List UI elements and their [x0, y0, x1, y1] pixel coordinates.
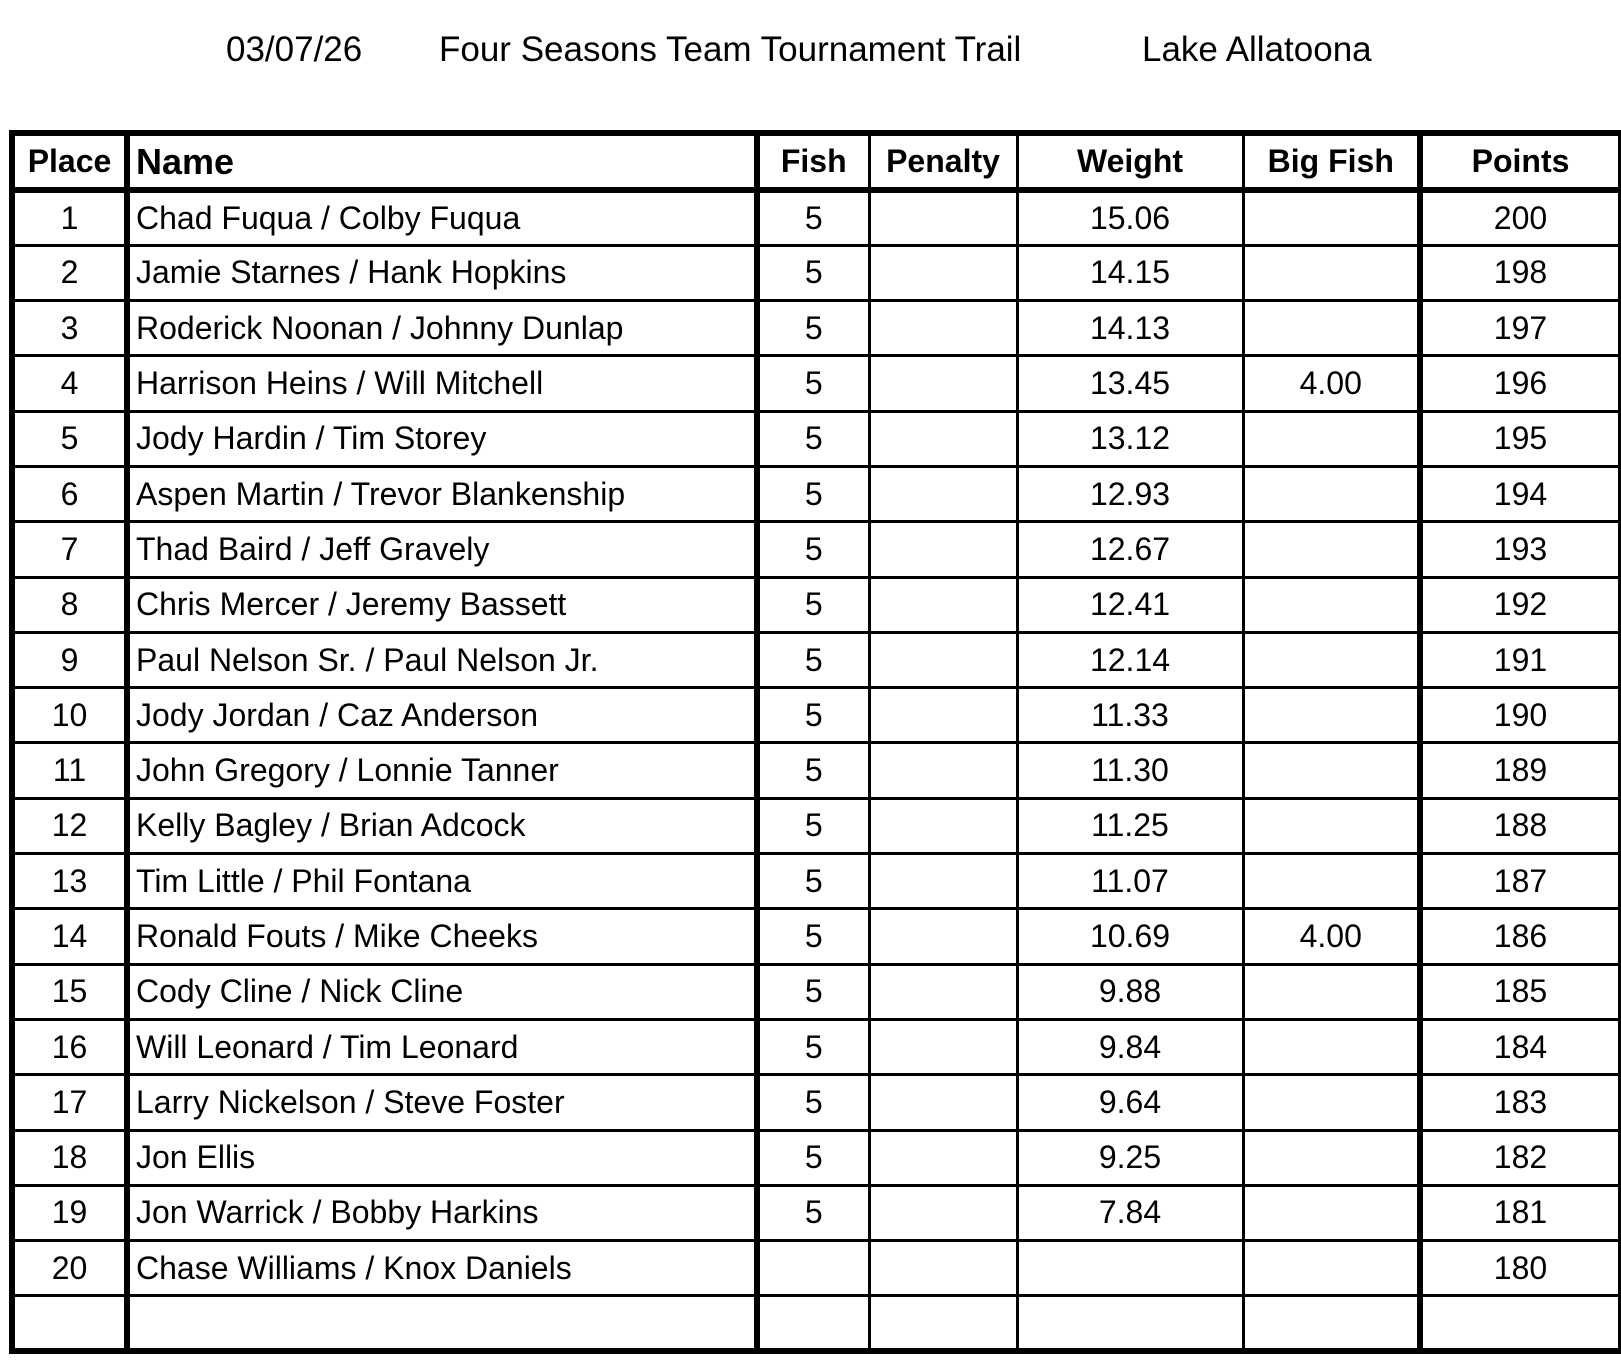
cell-penalty — [869, 798, 1017, 853]
cell-big-fish — [1243, 688, 1420, 743]
cell-weight: 12.41 — [1017, 577, 1243, 632]
cell-place: 1 — [12, 190, 127, 245]
results-table — [9, 130, 1621, 1354]
cell-name: Cody Cline / Nick Cline — [127, 964, 757, 1019]
cell-big-fish — [1243, 632, 1420, 687]
cell-weight: 9.88 — [1017, 964, 1243, 1019]
cell-weight: 9.84 — [1017, 1019, 1243, 1074]
cell-penalty — [869, 190, 1017, 245]
table-row — [12, 743, 1621, 798]
cell-fish: 5 — [757, 466, 869, 521]
cell-name: Chase Williams / Knox Daniels — [127, 1241, 757, 1296]
cell-points: 191 — [1420, 632, 1621, 687]
cell-penalty — [869, 577, 1017, 632]
cell-penalty — [869, 632, 1017, 687]
cell-name: Jody Hardin / Tim Storey — [127, 411, 757, 466]
cell-place: 15 — [12, 964, 127, 1019]
column-header-weight: Weight — [1017, 133, 1243, 190]
cell-weight: 11.33 — [1017, 688, 1243, 743]
cell-fish: 5 — [757, 1130, 869, 1185]
cell-place: 13 — [12, 854, 127, 909]
cell-penalty — [869, 356, 1017, 411]
cell-name: Aspen Martin / Trevor Blankenship — [127, 466, 757, 521]
cell-fish: 5 — [757, 411, 869, 466]
cell-weight: 11.30 — [1017, 743, 1243, 798]
table-row — [12, 466, 1621, 521]
cell-place: 5 — [12, 411, 127, 466]
cell-name: Chris Mercer / Jeremy Bassett — [127, 577, 757, 632]
cell-fish — [757, 1296, 869, 1351]
table-row — [12, 1296, 1621, 1351]
cell-name — [127, 1296, 757, 1351]
table-row — [12, 909, 1621, 964]
cell-big-fish: 4.00 — [1243, 909, 1420, 964]
cell-place: 17 — [12, 1075, 127, 1130]
cell-weight — [1017, 1296, 1243, 1351]
cell-weight: 13.12 — [1017, 411, 1243, 466]
table-row — [12, 190, 1621, 245]
cell-points: 198 — [1420, 245, 1621, 300]
cell-big-fish: 4.00 — [1243, 356, 1420, 411]
column-header-big-fish: Big Fish — [1243, 133, 1420, 190]
table-row — [12, 245, 1621, 300]
cell-place — [12, 1296, 127, 1351]
table-row — [12, 301, 1621, 356]
cell-big-fish — [1243, 466, 1420, 521]
cell-penalty — [869, 688, 1017, 743]
cell-place: 11 — [12, 743, 127, 798]
cell-big-fish — [1243, 1130, 1420, 1185]
cell-fish: 5 — [757, 190, 869, 245]
cell-weight: 7.84 — [1017, 1185, 1243, 1240]
cell-fish: 5 — [757, 577, 869, 632]
cell-place: 9 — [12, 632, 127, 687]
cell-name: Thad Baird / Jeff Gravely — [127, 522, 757, 577]
cell-points: 182 — [1420, 1130, 1621, 1185]
cell-big-fish — [1243, 301, 1420, 356]
cell-weight: 14.13 — [1017, 301, 1243, 356]
cell-place: 3 — [12, 301, 127, 356]
cell-weight: 9.64 — [1017, 1075, 1243, 1130]
cell-fish: 5 — [757, 1075, 869, 1130]
cell-penalty — [869, 1296, 1017, 1351]
column-header-name: Name — [127, 133, 757, 190]
cell-points — [1420, 1296, 1621, 1351]
cell-fish: 5 — [757, 522, 869, 577]
cell-weight: 12.67 — [1017, 522, 1243, 577]
cell-weight: 9.25 — [1017, 1130, 1243, 1185]
cell-name: Harrison Heins / Will Mitchell — [127, 356, 757, 411]
cell-fish: 5 — [757, 854, 869, 909]
column-header-place: Place — [12, 133, 127, 190]
cell-fish: 5 — [757, 356, 869, 411]
cell-place: 19 — [12, 1185, 127, 1240]
cell-place: 2 — [12, 245, 127, 300]
cell-place: 14 — [12, 909, 127, 964]
table-row — [12, 964, 1621, 1019]
tournament-lake: Lake Allatoona — [1142, 30, 1372, 69]
cell-penalty — [869, 964, 1017, 1019]
cell-points: 195 — [1420, 411, 1621, 466]
cell-place: 18 — [12, 1130, 127, 1185]
cell-place: 7 — [12, 522, 127, 577]
cell-big-fish — [1243, 1241, 1420, 1296]
cell-big-fish — [1243, 1185, 1420, 1240]
cell-penalty — [869, 854, 1017, 909]
cell-points: 194 — [1420, 466, 1621, 521]
cell-name: Will Leonard / Tim Leonard — [127, 1019, 757, 1074]
cell-penalty — [869, 1019, 1017, 1074]
cell-points: 190 — [1420, 688, 1621, 743]
cell-big-fish — [1243, 190, 1420, 245]
cell-weight: 11.25 — [1017, 798, 1243, 853]
column-header-penalty: Penalty — [869, 133, 1017, 190]
cell-place: 10 — [12, 688, 127, 743]
cell-penalty — [869, 909, 1017, 964]
cell-weight — [1017, 1241, 1243, 1296]
cell-weight: 10.69 — [1017, 909, 1243, 964]
cell-fish — [757, 1241, 869, 1296]
cell-points: 185 — [1420, 964, 1621, 1019]
cell-points: 192 — [1420, 577, 1621, 632]
page-header — [0, 22, 1621, 78]
cell-name: Jon Warrick / Bobby Harkins — [127, 1185, 757, 1240]
column-header-points: Points — [1420, 133, 1621, 190]
table-header-row — [12, 133, 1621, 190]
cell-penalty — [869, 1130, 1017, 1185]
cell-points: 188 — [1420, 798, 1621, 853]
table-row — [12, 1241, 1621, 1296]
cell-penalty — [869, 245, 1017, 300]
cell-points: 197 — [1420, 301, 1621, 356]
cell-weight: 12.14 — [1017, 632, 1243, 687]
cell-name: Paul Nelson Sr. / Paul Nelson Jr. — [127, 632, 757, 687]
cell-name: Chad Fuqua / Colby Fuqua — [127, 190, 757, 245]
cell-weight: 14.15 — [1017, 245, 1243, 300]
column-header-fish: Fish — [757, 133, 869, 190]
cell-points: 193 — [1420, 522, 1621, 577]
cell-name: Larry Nickelson / Steve Foster — [127, 1075, 757, 1130]
cell-fish: 5 — [757, 1019, 869, 1074]
cell-penalty — [869, 1075, 1017, 1130]
cell-fish: 5 — [757, 301, 869, 356]
cell-points: 187 — [1420, 854, 1621, 909]
cell-name: Roderick Noonan / Johnny Dunlap — [127, 301, 757, 356]
cell-place: 16 — [12, 1019, 127, 1074]
cell-fish: 5 — [757, 632, 869, 687]
cell-penalty — [869, 522, 1017, 577]
cell-name: Ronald Fouts / Mike Cheeks — [127, 909, 757, 964]
cell-points: 196 — [1420, 356, 1621, 411]
cell-name: John Gregory / Lonnie Tanner — [127, 743, 757, 798]
cell-points: 200 — [1420, 190, 1621, 245]
table-row — [12, 1075, 1621, 1130]
cell-name: Tim Little / Phil Fontana — [127, 854, 757, 909]
cell-penalty — [869, 301, 1017, 356]
cell-big-fish — [1243, 743, 1420, 798]
table-row — [12, 1130, 1621, 1185]
table-row — [12, 1019, 1621, 1074]
cell-penalty — [869, 1241, 1017, 1296]
cell-fish: 5 — [757, 688, 869, 743]
cell-penalty — [869, 743, 1017, 798]
cell-big-fish — [1243, 964, 1420, 1019]
cell-points: 180 — [1420, 1241, 1621, 1296]
cell-name: Jon Ellis — [127, 1130, 757, 1185]
cell-fish: 5 — [757, 909, 869, 964]
cell-weight: 11.07 — [1017, 854, 1243, 909]
cell-name: Kelly Bagley / Brian Adcock — [127, 798, 757, 853]
cell-place: 8 — [12, 577, 127, 632]
table-row — [12, 522, 1621, 577]
cell-points: 183 — [1420, 1075, 1621, 1130]
tournament-title: Four Seasons Team Tournament Trail — [439, 30, 1022, 69]
cell-big-fish — [1243, 1075, 1420, 1130]
cell-weight: 15.06 — [1017, 190, 1243, 245]
table-row — [12, 632, 1621, 687]
cell-fish: 5 — [757, 964, 869, 1019]
table-row — [12, 411, 1621, 466]
cell-points: 186 — [1420, 909, 1621, 964]
table-row — [12, 356, 1621, 411]
results-body — [12, 190, 1621, 1351]
cell-weight: 12.93 — [1017, 466, 1243, 521]
table-row — [12, 688, 1621, 743]
cell-fish: 5 — [757, 245, 869, 300]
cell-fish: 5 — [757, 743, 869, 798]
table-row — [12, 577, 1621, 632]
cell-points: 181 — [1420, 1185, 1621, 1240]
cell-big-fish — [1243, 245, 1420, 300]
cell-name: Jody Jordan / Caz Anderson — [127, 688, 757, 743]
cell-points: 184 — [1420, 1019, 1621, 1074]
cell-name: Jamie Starnes / Hank Hopkins — [127, 245, 757, 300]
cell-place: 20 — [12, 1241, 127, 1296]
cell-place: 6 — [12, 466, 127, 521]
cell-big-fish — [1243, 854, 1420, 909]
cell-penalty — [869, 411, 1017, 466]
cell-points: 189 — [1420, 743, 1621, 798]
cell-fish: 5 — [757, 1185, 869, 1240]
cell-place: 4 — [12, 356, 127, 411]
cell-big-fish — [1243, 1296, 1420, 1351]
table-row — [12, 1185, 1621, 1240]
cell-weight: 13.45 — [1017, 356, 1243, 411]
tournament-date: 03/07/26 — [226, 30, 363, 69]
cell-big-fish — [1243, 1019, 1420, 1074]
cell-fish: 5 — [757, 798, 869, 853]
cell-penalty — [869, 1185, 1017, 1240]
cell-big-fish — [1243, 411, 1420, 466]
table-row — [12, 798, 1621, 853]
cell-big-fish — [1243, 522, 1420, 577]
cell-big-fish — [1243, 798, 1420, 853]
cell-place: 12 — [12, 798, 127, 853]
cell-big-fish — [1243, 577, 1420, 632]
table-row — [12, 854, 1621, 909]
cell-penalty — [869, 466, 1017, 521]
